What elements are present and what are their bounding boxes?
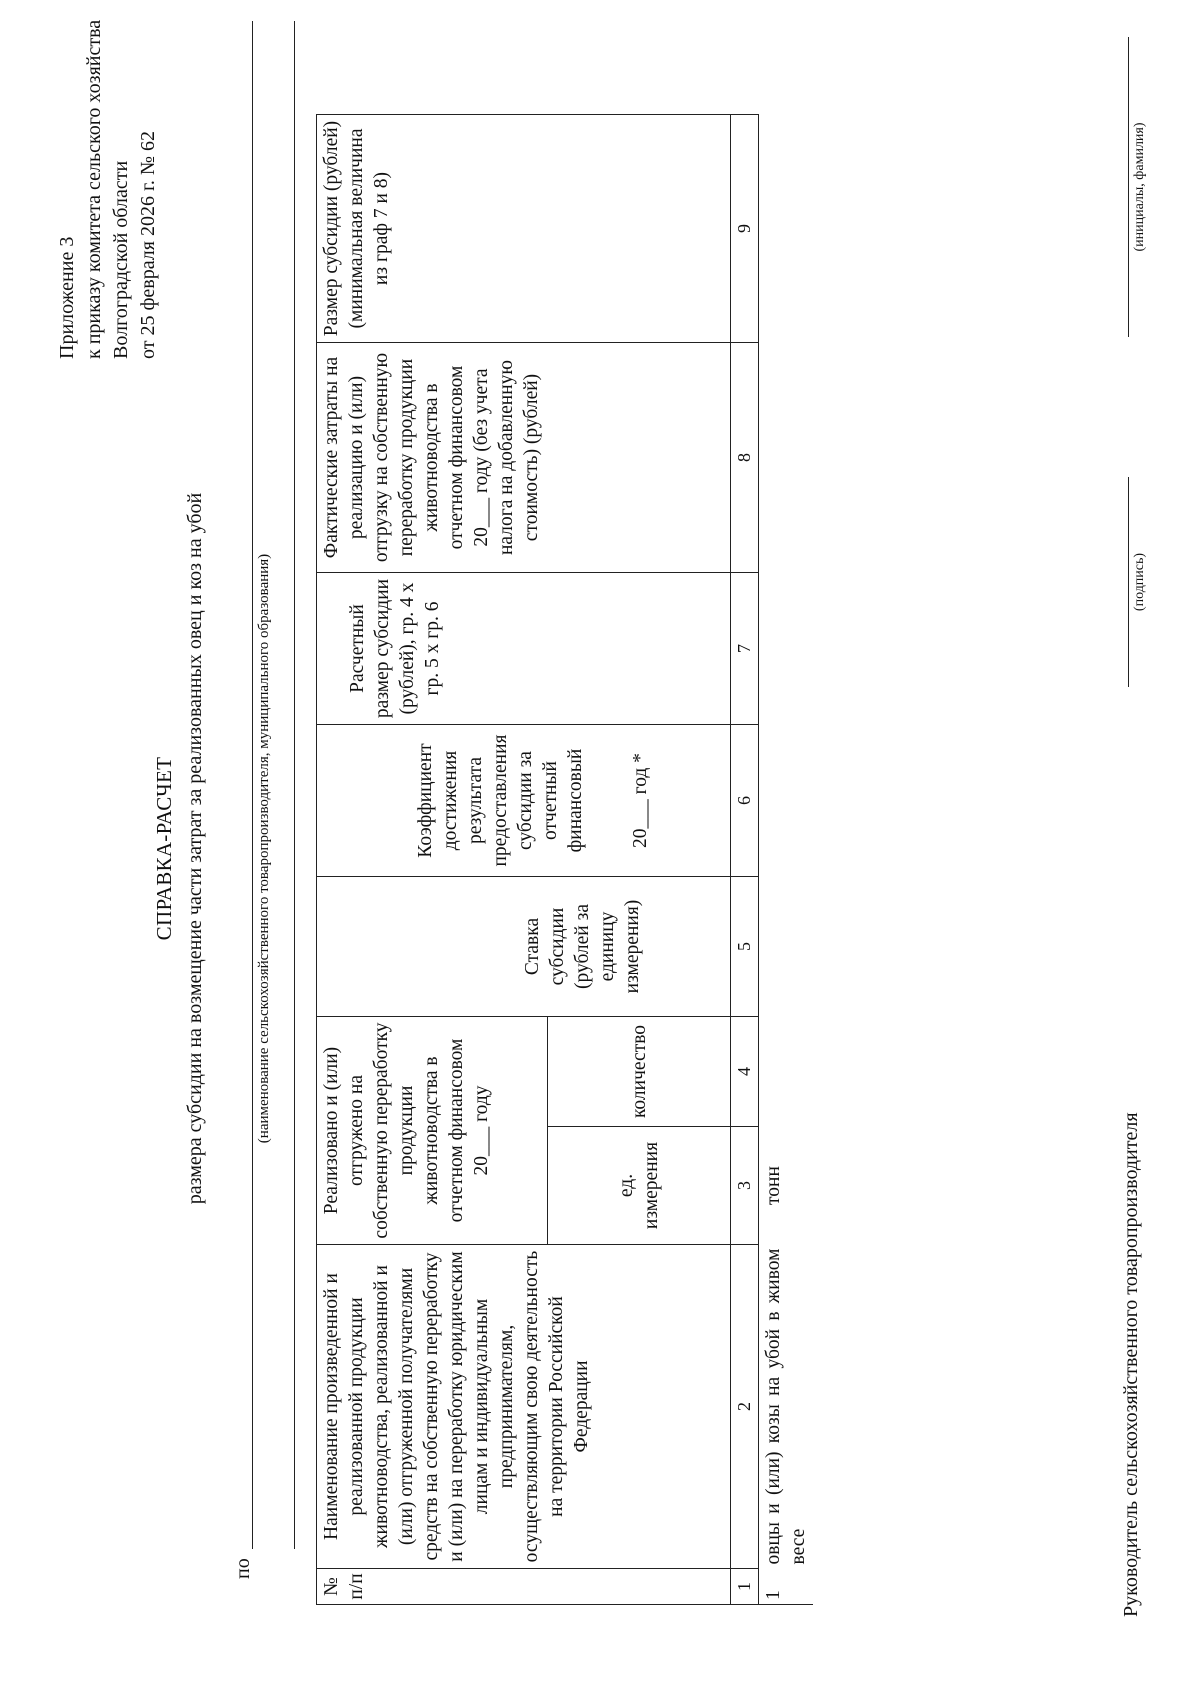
column-numbers-row [731, 115, 759, 1605]
header-unit: ед. измерения [548, 1127, 731, 1245]
header-coefficient-year: 20___ год * [630, 753, 651, 848]
appendix-reference [54, 19, 162, 359]
organization-caption: (наименование сельскохозяйственного товаропроизводителя, муниципального образования) [256, 553, 272, 1144]
header-subsidy-size: Размер субсидии (рублей) (минимальная величина из граф 7 и 8) [317, 115, 731, 343]
signer-label: Руководитель сельскохозяйственного товаропроизводителя [1120, 1112, 1142, 1617]
appendix-number: Приложение 3 [56, 236, 78, 359]
header-coefficient-text: Коэффициент достижения результата предоставления субсидии за отчетный финансовый [415, 734, 586, 867]
organization-fill-line[interactable] [252, 21, 253, 1549]
name-caption: (инициалы, фамилия) [1132, 122, 1147, 252]
signature-line[interactable] [1128, 477, 1129, 687]
header-product-name: Наименование произведенной и реализованной продукции животноводства, реализованной и (или) отгруженной получателями средств на собственную переработку и (или) на переработку юридическим лицам и индивидуальным предпринимателям, осуществляющим свою деятельность на территории Российской Федерации [317, 1245, 731, 1569]
header-calculated-size: Расчетный размер субсидии (рублей), гр. 4 х гр. 5 х гр. 6 [317, 573, 731, 725]
document-title: СПРАВКА-РАСЧЕТ [152, 756, 176, 941]
row-product-name: овцы и (или) козы на убой в живом весе [763, 1248, 809, 1565]
header-realized-group: Реализовано и (или) отгружено на собственную переработку продукции животноводства в отчетном финансовом 20___ году [317, 1017, 548, 1245]
column-number-4: 4 [731, 1017, 759, 1127]
row-subsidy-size[interactable] [759, 115, 814, 343]
column-number-8: 8 [731, 343, 759, 573]
row-quantity[interactable] [759, 1017, 814, 1127]
document-subtitle: размера субсидии на возмещение части затрат за реализованных овец и коз на убой [184, 492, 206, 1205]
column-number-1: 1 [731, 1569, 759, 1605]
column-number-7: 7 [731, 573, 759, 725]
name-line[interactable] [1128, 37, 1129, 337]
column-number-6: 6 [731, 725, 759, 877]
appendix-order: к приказу комитета сельского хозяйства [83, 19, 105, 359]
signature-caption: (подпись) [1132, 552, 1147, 612]
header-actual-costs: Фактические затраты на реализацию и (или) отгрузку на собственную переработку продукции животноводства в отчетном финансовом 20___ году (без учета налога на добавленную стоимость) (рублей) [317, 343, 731, 573]
row-calculated-size[interactable] [759, 573, 814, 725]
column-number-2: 2 [731, 1245, 759, 1569]
column-number-5: 5 [731, 877, 759, 1017]
row-unit: тонн [763, 1166, 784, 1205]
header-row [317, 115, 548, 1605]
column-number-3: 3 [731, 1127, 759, 1245]
organization-fill-line-2[interactable] [294, 21, 295, 1549]
appendix-date: от 25 февраля 2026 г. № 62 [137, 130, 159, 359]
row-actual-costs[interactable] [759, 343, 814, 573]
row-coefficient[interactable] [759, 725, 814, 877]
appendix-region: Волгоградской области [110, 160, 132, 359]
row-rate[interactable] [759, 877, 814, 1017]
header-rate: Ставка субсидии (рублей за единицу измерения) [317, 877, 731, 1017]
column-number-9: 9 [731, 115, 759, 343]
header-quantity: количество [548, 1017, 731, 1127]
row-number: 1 [759, 1569, 814, 1605]
po-label: по [232, 1558, 254, 1579]
header-coefficient [317, 725, 731, 877]
subsidy-table [316, 114, 813, 1605]
header-number: № п/п [317, 1569, 731, 1605]
table-row [759, 115, 814, 1605]
